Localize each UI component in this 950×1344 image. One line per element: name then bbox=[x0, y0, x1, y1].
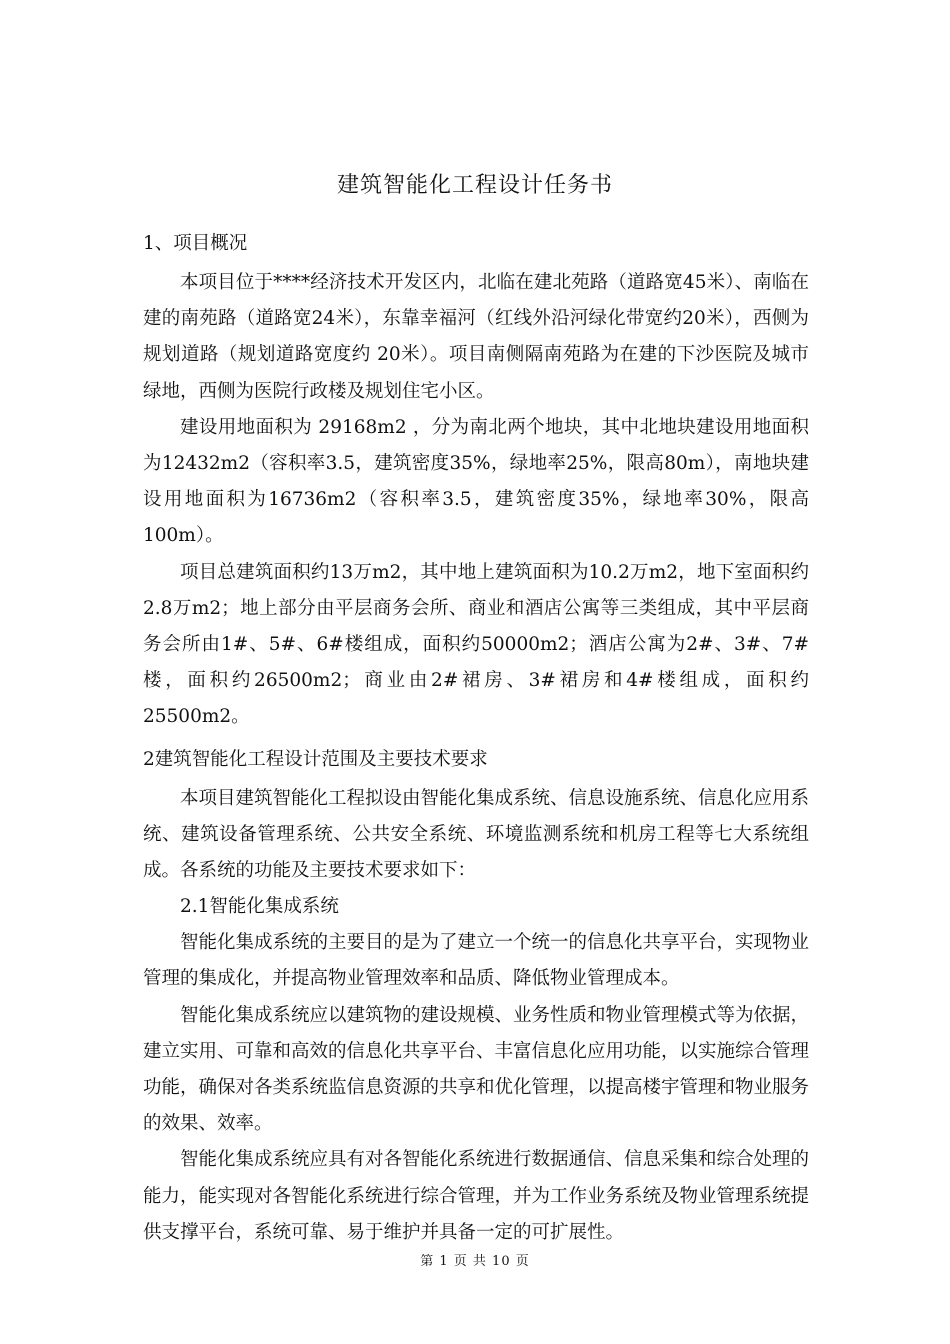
section-1-paragraph-1: 本项目位于****经济技术开发区内，北临在建北苑路（道路宽45米）、南临在建的南苑路（道路宽24米），东靠幸福河（红线外沿河绿化带宽约20米），西侧为规划道路（规划道路宽度约 20米）。项目南侧隔南苑路为在建的下沙医院及城市绿地，西侧为医院行政楼及规划住宅小区。 bbox=[143, 272, 809, 402]
section-2-1-paragraph-3: 智能化集成系统应具有对各智能化系统进行数据通信、信息采集和综合处理的能力，能实现对各智能化系统进行综合管理，并为工作业务系统及物业管理系统提供支撑平台，系统可靠、易于维护并具备一定的可扩展性。 bbox=[143, 1149, 810, 1243]
document-title: 建筑智能化工程设计任务书 bbox=[336, 173, 613, 198]
section-2-heading: 2建筑智能化工程设计范围及主要技术要求 bbox=[143, 748, 488, 770]
section-2-paragraph-1: 本项目建筑智能化工程拟设由智能化集成系统、信息设施系统、信息化应用系统、建筑设备管理系统、公共安全系统、环境监测系统和机房工程等七大系统组成。各系统的功能及主要技术要求如下： bbox=[143, 787, 810, 882]
section-1-paragraph-2: 建设用地面积为 29168m2 ，分为南北两个地块，其中北地块建设用地面积为12432m2（容积率3.5，建筑密度35%，绿地率25%，限高80m），南地块建设用地面积为16736m2（容积率3.5，建筑密度35%，绿地率30%，限高100m）。 bbox=[143, 416, 809, 547]
section-2-1-heading: 2.1智能化集成系统 bbox=[180, 896, 339, 918]
section-1-paragraph-3: 项目总建筑面积约13万m2，其中地上建筑面积为10.2万m2，地下室面积约2.8万m2；地上部分由平层商务会所、商业和酒店公寓等三类组成，其中平层商务会所由1#、5#、6#楼组成，面积约50000m2；酒店公寓为2#、3#、7#楼，面积约26500m2；商业由2#裙房、3#裙房和4#楼组成，面积约25500m2。 bbox=[143, 561, 809, 728]
section-1-heading: 1、项目概况 bbox=[143, 233, 248, 254]
section-2-1-paragraph-1: 智能化集成系统的主要目的是为了建立一个统一的信息化共享平台，实现物业管理的集成化，并提高物业管理效率和品质、降低物业管理成本。 bbox=[143, 932, 810, 990]
document-body bbox=[143, 226, 809, 1251]
page-footer: 第 1 页 共 10 页 bbox=[420, 1254, 530, 1269]
section-2-1-paragraph-2: 智能化集成系统应以建筑物的建设规模、业务性质和物业管理模式等为依据，建立实用、可靠和高效的信息化共享平台、丰富信息化应用功能，以实施综合管理功能，确保对各类系统监信息资源的共享和优化管理，以提高楼宇管理和物业服务的效果、效率。 bbox=[143, 1004, 810, 1135]
